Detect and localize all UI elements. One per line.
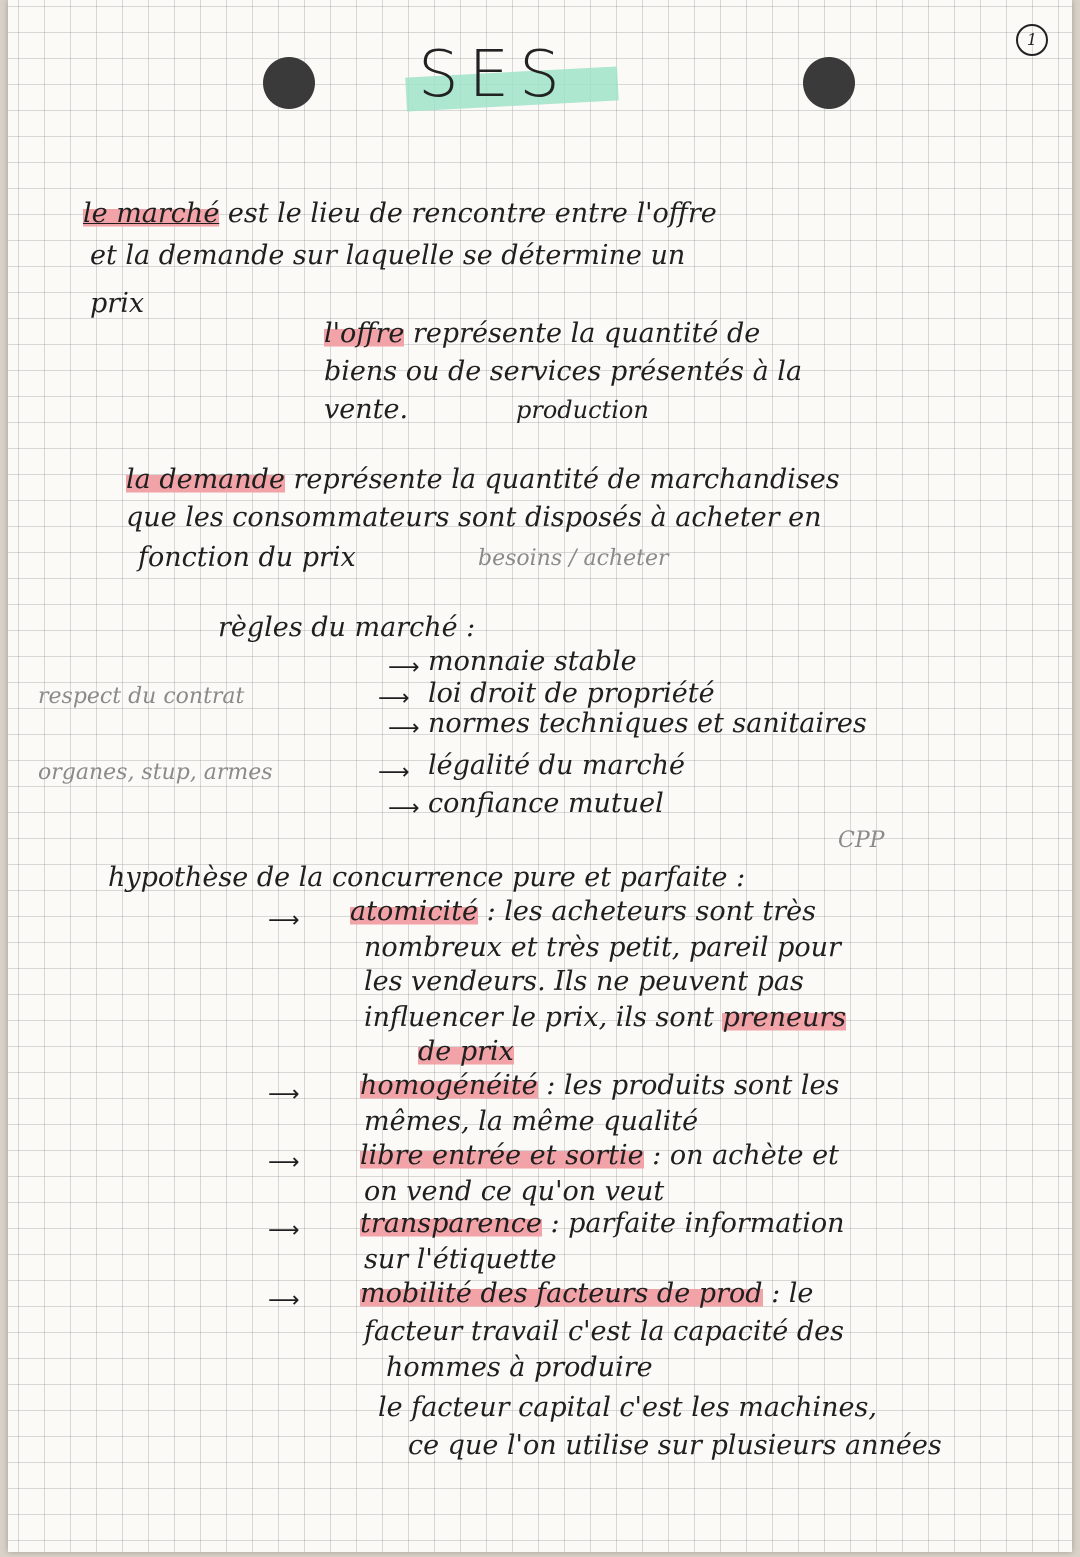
marche-term: le marché [83, 198, 220, 229]
atomicite-term: atomicité [350, 896, 479, 927]
offre-line-1 [324, 318, 760, 349]
atomicite-line-3: les vendeurs. Ils ne peuvent pas [364, 966, 804, 997]
arrow-atomicite: ⟶ [268, 908, 300, 933]
intro-line-1-text: est le lieu de rencontre entre l'offre [219, 198, 717, 229]
arrow-3: ⟶ [388, 716, 420, 741]
mob-line-1 [360, 1278, 813, 1309]
regle-item-4: légalité du marché [428, 750, 686, 781]
libre-line-1 [360, 1140, 839, 1171]
mob-line-4: le facteur capital c'est les machines, [378, 1392, 877, 1423]
regles-heading: règles du marché : [218, 612, 476, 643]
atomicite-line-1 [350, 896, 816, 927]
page-title: SES [418, 38, 570, 112]
atomicite-line-5 [418, 1036, 514, 1067]
de-prix-term: de prix [418, 1036, 514, 1067]
transp-line-1 [360, 1208, 845, 1239]
punch-hole-right [803, 57, 855, 109]
mob-line-3: hommes à produire [386, 1352, 653, 1383]
arrow-1: ⟶ [388, 655, 420, 680]
homog-term: homogénéité [360, 1070, 538, 1101]
atomicite-line-1-text: : les acheteurs sont très [478, 896, 817, 927]
regle-item-3: normes techniques et sanitaires [428, 708, 867, 739]
offre-term: l'offre [324, 318, 405, 349]
atomicite-line-2: nombreux et très petit, pareil pour [364, 932, 841, 963]
regles-side-note-2: organes, stup, armes [38, 760, 273, 785]
intro-line-1 [83, 198, 717, 229]
mob-line-5: ce que l'on utilise sur plusieurs années [408, 1430, 942, 1461]
arrow-libre: ⟶ [268, 1150, 300, 1175]
transp-line-2: sur l'étiquette [364, 1244, 557, 1275]
homog-line-1-text: : les produits sont les [537, 1070, 840, 1101]
atomicite-line-4-text: influencer le prix, ils sont [364, 1002, 723, 1033]
arrow-homogeneite: ⟶ [268, 1082, 300, 1107]
offre-line-2: biens ou de services présentés à la [324, 356, 803, 387]
mob-line-2: facteur travail c'est la capacité des [364, 1316, 844, 1347]
demande-term: la demande [126, 464, 285, 495]
regle-item-2: loi droit de propriété [428, 678, 715, 709]
intro-line-3: prix [90, 288, 145, 319]
regle-item-1: monnaie stable [428, 646, 637, 677]
homog-line-2: mêmes, la même qualité [364, 1106, 699, 1137]
atomicite-line-4 [364, 1002, 846, 1033]
regle-item-5: confiance mutuel [428, 788, 664, 819]
offre-line-3: vente. [324, 394, 409, 425]
libre-line-2: on vend ce qu'on veut [364, 1176, 665, 1207]
preneurs-term: preneurs [722, 1002, 847, 1033]
arrow-mobilite: ⟶ [268, 1288, 300, 1313]
cpp-abbr: CPP [838, 828, 885, 853]
intro-line-2: et la demande sur laquelle se détermine un [90, 240, 686, 271]
page-number: 1 [1016, 24, 1048, 56]
regles-side-note-1: respect du contrat [38, 684, 245, 709]
mob-term: mobilité des facteurs de prod [360, 1278, 763, 1309]
libre-line-1-text: : on achète et [643, 1140, 839, 1171]
offre-line-1-text: représente la quantité de [404, 318, 761, 349]
mob-line-1-text: : le [762, 1278, 814, 1309]
demande-line-1-text: représente la quantité de marchandises [284, 464, 840, 495]
demande-line-1 [126, 464, 840, 495]
homog-line-1 [360, 1070, 839, 1101]
transp-line-1-text: : parfaite information [541, 1208, 845, 1239]
demande-line-2: que les consommateurs sont disposés à acheter en [126, 502, 822, 533]
offre-note: production [516, 396, 649, 424]
arrow-2: ⟶ [378, 686, 410, 711]
transp-term: transparence [360, 1208, 542, 1239]
arrow-4: ⟶ [378, 760, 410, 785]
arrow-5: ⟶ [388, 796, 420, 821]
libre-term: libre entrée et sortie [360, 1140, 644, 1171]
demande-note: besoins / acheter [478, 546, 669, 571]
punch-hole-left [263, 57, 315, 109]
arrow-transparence: ⟶ [268, 1218, 300, 1243]
notebook-page [8, 0, 1072, 1552]
demande-line-3: fonction du prix [138, 542, 356, 573]
hypothese-heading: hypothèse de la concurrence pure et parfaite : [108, 862, 746, 893]
